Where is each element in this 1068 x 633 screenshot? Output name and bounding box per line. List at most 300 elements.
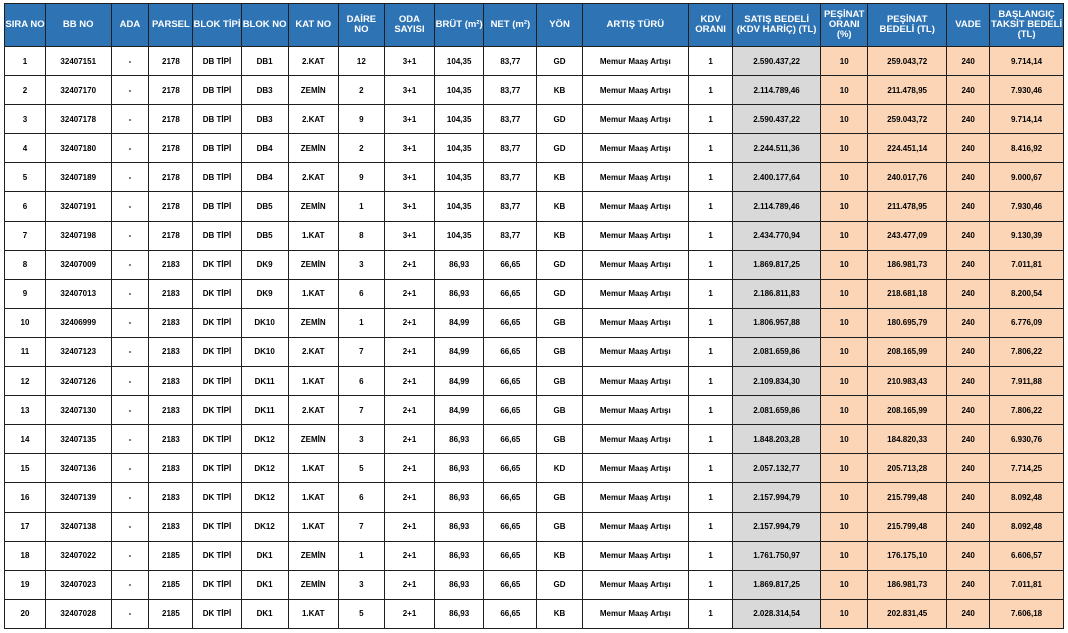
cell-satis: 1.761.750,97: [733, 541, 821, 570]
cell-brut: 86,93: [435, 279, 484, 308]
cell-net: 66,65: [484, 308, 537, 337]
cell-katno: ZEMİN: [288, 134, 338, 163]
cell-vade: 240: [947, 512, 990, 541]
cell-net: 66,65: [484, 483, 537, 512]
cell-net: 83,77: [484, 192, 537, 221]
cell-net: 66,65: [484, 599, 537, 628]
cell-oda: 2+1: [384, 454, 434, 483]
cell-daireno: 5: [338, 599, 384, 628]
cell-sira: 13: [5, 396, 46, 425]
cell-katno: 2.KAT: [288, 105, 338, 134]
cell-taksit: 6.930,76: [990, 425, 1064, 454]
cell-bloktipi: DK TİPİ: [193, 250, 241, 279]
table-row: [5, 105, 1064, 134]
cell-net: 83,77: [484, 134, 537, 163]
cell-daireno: 6: [338, 367, 384, 396]
cell-pesinatbedeli: 215.799,48: [868, 483, 947, 512]
cell-sira: 6: [5, 192, 46, 221]
cell-brut: 104,35: [435, 221, 484, 250]
cell-katno: ZEMİN: [288, 541, 338, 570]
cell-artis: Memur Maaş Artışı: [582, 163, 689, 192]
cell-bbno: 32407136: [45, 454, 111, 483]
cell-artis: Memur Maaş Artışı: [582, 105, 689, 134]
cell-katno: 2.KAT: [288, 396, 338, 425]
cell-yon: GD: [537, 250, 582, 279]
cell-bloktipi: DB TİPİ: [193, 221, 241, 250]
cell-bloktipi: DK TİPİ: [193, 367, 241, 396]
cell-pesinatbedeli: 205.713,28: [868, 454, 947, 483]
cell-yon: GD: [537, 134, 582, 163]
cell-bbno: 32407022: [45, 541, 111, 570]
cell-bloktipi: DK TİPİ: [193, 541, 241, 570]
cell-bbno: 32407191: [45, 192, 111, 221]
cell-pesinatorani: 10: [821, 134, 868, 163]
cell-sira: 7: [5, 221, 46, 250]
cell-vade: 240: [947, 250, 990, 279]
table-row: [5, 425, 1064, 454]
cell-kdv: 1: [689, 76, 733, 105]
cell-net: 66,65: [484, 337, 537, 366]
cell-kdv: 1: [689, 541, 733, 570]
cell-pesinatorani: 10: [821, 599, 868, 628]
cell-vade: 240: [947, 367, 990, 396]
cell-parsel: 2183: [149, 250, 193, 279]
cell-bloktipi: DB TİPİ: [193, 76, 241, 105]
cell-pesinatbedeli: 218.681,18: [868, 279, 947, 308]
cell-kdv: 1: [689, 425, 733, 454]
cell-bloktipi: DK TİPİ: [193, 425, 241, 454]
cell-oda: 2+1: [384, 367, 434, 396]
cell-vade: 240: [947, 483, 990, 512]
cell-brut: 104,35: [435, 134, 484, 163]
table-row: [5, 483, 1064, 512]
cell-yon: GD: [537, 105, 582, 134]
cell-daireno: 8: [338, 221, 384, 250]
cell-sira: 18: [5, 541, 46, 570]
cell-taksit: 9.000,67: [990, 163, 1064, 192]
cell-katno: ZEMİN: [288, 308, 338, 337]
cell-pesinatbedeli: 208.165,99: [868, 337, 947, 366]
cell-bloktipi: DK TİPİ: [193, 483, 241, 512]
cell-oda: 3+1: [384, 163, 434, 192]
cell-artis: Memur Maaş Artışı: [582, 221, 689, 250]
cell-oda: 3+1: [384, 192, 434, 221]
cell-taksit: 7.806,22: [990, 396, 1064, 425]
cell-parsel: 2183: [149, 308, 193, 337]
cell-satis: 2.590.437,22: [733, 105, 821, 134]
table-row: [5, 454, 1064, 483]
cell-net: 83,77: [484, 105, 537, 134]
cell-artis: Memur Maaş Artışı: [582, 454, 689, 483]
cell-bbno: 32407023: [45, 570, 111, 599]
cell-pesinatorani: 10: [821, 47, 868, 76]
cell-sira: 20: [5, 599, 46, 628]
housing-sale-table: [4, 3, 1064, 629]
cell-net: 66,65: [484, 367, 537, 396]
cell-daireno: 5: [338, 454, 384, 483]
cell-sira: 8: [5, 250, 46, 279]
cell-daireno: 9: [338, 105, 384, 134]
cell-yon: KB: [537, 599, 582, 628]
cell-artis: Memur Maaş Artışı: [582, 134, 689, 163]
cell-ada: -: [111, 279, 149, 308]
cell-bbno: 32407013: [45, 279, 111, 308]
cell-bbno: 32407130: [45, 396, 111, 425]
cell-yon: KB: [537, 163, 582, 192]
cell-sira: 16: [5, 483, 46, 512]
column-header-pesinatorani: PEŞİNAT ORANI (%): [821, 4, 868, 47]
cell-yon: GB: [537, 425, 582, 454]
cell-parsel: 2178: [149, 76, 193, 105]
cell-yon: GD: [537, 47, 582, 76]
cell-bloktipi: DK TİPİ: [193, 337, 241, 366]
cell-vade: 240: [947, 163, 990, 192]
cell-taksit: 7.911,88: [990, 367, 1064, 396]
cell-katno: 1.KAT: [288, 599, 338, 628]
cell-blokno: DK1: [241, 541, 288, 570]
cell-brut: 84,99: [435, 396, 484, 425]
cell-oda: 3+1: [384, 105, 434, 134]
cell-oda: 2+1: [384, 512, 434, 541]
cell-sira: 17: [5, 512, 46, 541]
cell-pesinatorani: 10: [821, 425, 868, 454]
cell-daireno: 1: [338, 192, 384, 221]
cell-katno: 1.KAT: [288, 279, 338, 308]
cell-kdv: 1: [689, 192, 733, 221]
cell-ada: -: [111, 308, 149, 337]
cell-oda: 2+1: [384, 599, 434, 628]
cell-oda: 3+1: [384, 47, 434, 76]
cell-blokno: DB3: [241, 76, 288, 105]
cell-oda: 2+1: [384, 425, 434, 454]
cell-parsel: 2178: [149, 192, 193, 221]
table-row: [5, 541, 1064, 570]
cell-parsel: 2183: [149, 425, 193, 454]
cell-daireno: 7: [338, 396, 384, 425]
column-header-bloktipi: BLOK TİPİ: [193, 4, 241, 47]
cell-parsel: 2178: [149, 221, 193, 250]
cell-pesinatbedeli: 184.820,33: [868, 425, 947, 454]
cell-bbno: 32407178: [45, 105, 111, 134]
cell-bbno: 32407009: [45, 250, 111, 279]
cell-kdv: 1: [689, 599, 733, 628]
cell-pesinatbedeli: 259.043,72: [868, 105, 947, 134]
cell-kdv: 1: [689, 250, 733, 279]
cell-yon: GB: [537, 512, 582, 541]
cell-blokno: DK1: [241, 599, 288, 628]
cell-daireno: 12: [338, 47, 384, 76]
cell-blokno: DB5: [241, 192, 288, 221]
cell-blokno: DB4: [241, 134, 288, 163]
cell-sira: 19: [5, 570, 46, 599]
cell-blokno: DB5: [241, 221, 288, 250]
cell-bloktipi: DK TİPİ: [193, 308, 241, 337]
cell-satis: 1.869.817,25: [733, 570, 821, 599]
cell-kdv: 1: [689, 337, 733, 366]
cell-net: 66,65: [484, 570, 537, 599]
cell-ada: -: [111, 454, 149, 483]
cell-pesinatorani: 10: [821, 483, 868, 512]
cell-net: 83,77: [484, 221, 537, 250]
column-header-artis: ARTIŞ TÜRÜ: [582, 4, 689, 47]
cell-ada: -: [111, 221, 149, 250]
cell-net: 66,65: [484, 541, 537, 570]
cell-vade: 240: [947, 570, 990, 599]
cell-daireno: 3: [338, 425, 384, 454]
cell-net: 66,65: [484, 396, 537, 425]
cell-satis: 2.057.132,77: [733, 454, 821, 483]
cell-ada: -: [111, 483, 149, 512]
cell-brut: 84,99: [435, 308, 484, 337]
cell-bbno: 32407189: [45, 163, 111, 192]
cell-brut: 104,35: [435, 105, 484, 134]
cell-kdv: 1: [689, 47, 733, 76]
cell-pesinatorani: 10: [821, 454, 868, 483]
cell-pesinatbedeli: 186.981,73: [868, 570, 947, 599]
cell-vade: 240: [947, 396, 990, 425]
cell-pesinatorani: 10: [821, 192, 868, 221]
cell-satis: 1.848.203,28: [733, 425, 821, 454]
cell-blokno: DK10: [241, 308, 288, 337]
table-row: [5, 279, 1064, 308]
cell-blokno: DB3: [241, 105, 288, 134]
cell-pesinatorani: 10: [821, 163, 868, 192]
cell-ada: -: [111, 163, 149, 192]
cell-bbno: 32407180: [45, 134, 111, 163]
cell-bloktipi: DK TİPİ: [193, 279, 241, 308]
cell-katno: ZEMİN: [288, 250, 338, 279]
table-row: [5, 76, 1064, 105]
cell-sira: 3: [5, 105, 46, 134]
cell-yon: KD: [537, 454, 582, 483]
cell-pesinatbedeli: 176.175,10: [868, 541, 947, 570]
cell-vade: 240: [947, 337, 990, 366]
cell-taksit: 7.011,81: [990, 250, 1064, 279]
cell-bloktipi: DB TİPİ: [193, 105, 241, 134]
cell-ada: -: [111, 570, 149, 599]
cell-sira: 2: [5, 76, 46, 105]
cell-daireno: 1: [338, 308, 384, 337]
cell-ada: -: [111, 425, 149, 454]
cell-taksit: 7.806,22: [990, 337, 1064, 366]
cell-net: 66,65: [484, 454, 537, 483]
cell-taksit: 7.011,81: [990, 570, 1064, 599]
cell-oda: 3+1: [384, 76, 434, 105]
cell-pesinatbedeli: 259.043,72: [868, 47, 947, 76]
table-row: [5, 337, 1064, 366]
cell-taksit: 8.092,48: [990, 512, 1064, 541]
cell-parsel: 2178: [149, 105, 193, 134]
cell-parsel: 2185: [149, 541, 193, 570]
column-header-taksit: BAŞLANGIÇ TAKSİT BEDELİ (TL): [990, 4, 1064, 47]
cell-kdv: 1: [689, 105, 733, 134]
cell-sira: 1: [5, 47, 46, 76]
cell-kdv: 1: [689, 221, 733, 250]
column-header-daireno: DAİRE NO: [338, 4, 384, 47]
column-header-pesinatbedeli: PEŞİNAT BEDELİ (TL): [868, 4, 947, 47]
cell-pesinatorani: 10: [821, 541, 868, 570]
cell-oda: 2+1: [384, 337, 434, 366]
cell-taksit: 8.200,54: [990, 279, 1064, 308]
cell-pesinatorani: 10: [821, 367, 868, 396]
cell-taksit: 7.930,46: [990, 76, 1064, 105]
cell-parsel: 2183: [149, 454, 193, 483]
cell-pesinatorani: 10: [821, 279, 868, 308]
cell-satis: 2.186.811,83: [733, 279, 821, 308]
cell-satis: 2.157.994,79: [733, 512, 821, 541]
cell-parsel: 2183: [149, 512, 193, 541]
cell-kdv: 1: [689, 570, 733, 599]
cell-satis: 2.114.789,46: [733, 76, 821, 105]
cell-yon: KB: [537, 541, 582, 570]
cell-ada: -: [111, 337, 149, 366]
cell-vade: 240: [947, 454, 990, 483]
cell-artis: Memur Maaş Artışı: [582, 192, 689, 221]
cell-vade: 240: [947, 279, 990, 308]
cell-daireno: 3: [338, 250, 384, 279]
cell-parsel: 2183: [149, 337, 193, 366]
cell-daireno: 7: [338, 512, 384, 541]
cell-brut: 86,93: [435, 512, 484, 541]
cell-bbno: 32407198: [45, 221, 111, 250]
cell-oda: 3+1: [384, 134, 434, 163]
cell-taksit: 7.930,46: [990, 192, 1064, 221]
cell-blokno: DK12: [241, 425, 288, 454]
cell-bbno: 32406999: [45, 308, 111, 337]
column-header-blokno: BLOK NO: [241, 4, 288, 47]
cell-pesinatorani: 10: [821, 337, 868, 366]
cell-pesinatbedeli: 240.017,76: [868, 163, 947, 192]
cell-taksit: 7.606,18: [990, 599, 1064, 628]
cell-yon: KB: [537, 221, 582, 250]
cell-vade: 240: [947, 105, 990, 134]
column-header-katno: KAT NO: [288, 4, 338, 47]
cell-pesinatbedeli: 224.451,14: [868, 134, 947, 163]
column-header-satis: SATIŞ BEDELİ (KDV HARİÇ) (TL): [733, 4, 821, 47]
cell-daireno: 3: [338, 570, 384, 599]
column-header-brut: BRÜT (m²): [435, 4, 484, 47]
cell-blokno: DK12: [241, 512, 288, 541]
cell-blokno: DB4: [241, 163, 288, 192]
table-row: [5, 47, 1064, 76]
cell-net: 83,77: [484, 76, 537, 105]
cell-bbno: 32407170: [45, 76, 111, 105]
table-row: [5, 512, 1064, 541]
cell-pesinatbedeli: 208.165,99: [868, 396, 947, 425]
cell-ada: -: [111, 541, 149, 570]
cell-brut: 104,35: [435, 47, 484, 76]
cell-bbno: 32407138: [45, 512, 111, 541]
cell-pesinatbedeli: 211.478,95: [868, 192, 947, 221]
column-header-kdv: KDV ORANI: [689, 4, 733, 47]
cell-artis: Memur Maaş Artışı: [582, 367, 689, 396]
cell-artis: Memur Maaş Artışı: [582, 483, 689, 512]
cell-oda: 2+1: [384, 483, 434, 512]
cell-bloktipi: DK TİPİ: [193, 512, 241, 541]
column-header-yon: YÖN: [537, 4, 582, 47]
cell-blokno: DK11: [241, 396, 288, 425]
cell-bbno: 32407151: [45, 47, 111, 76]
cell-pesinatbedeli: 202.831,45: [868, 599, 947, 628]
cell-kdv: 1: [689, 454, 733, 483]
table-row: [5, 250, 1064, 279]
cell-kdv: 1: [689, 367, 733, 396]
cell-ada: -: [111, 512, 149, 541]
cell-parsel: 2178: [149, 134, 193, 163]
cell-brut: 86,93: [435, 599, 484, 628]
cell-net: 83,77: [484, 47, 537, 76]
cell-sira: 11: [5, 337, 46, 366]
cell-taksit: 7.714,25: [990, 454, 1064, 483]
cell-net: 83,77: [484, 163, 537, 192]
cell-artis: Memur Maaş Artışı: [582, 76, 689, 105]
cell-pesinatorani: 10: [821, 570, 868, 599]
table-body: [5, 47, 1064, 629]
cell-brut: 104,35: [435, 76, 484, 105]
cell-katno: 1.KAT: [288, 221, 338, 250]
cell-artis: Memur Maaş Artışı: [582, 308, 689, 337]
column-header-vade: VADE: [947, 4, 990, 47]
cell-artis: Memur Maaş Artışı: [582, 396, 689, 425]
cell-parsel: 2178: [149, 47, 193, 76]
housing-sale-table-container: [4, 3, 1064, 629]
cell-artis: Memur Maaş Artışı: [582, 541, 689, 570]
column-header-bbno: BB NO: [45, 4, 111, 47]
cell-katno: 1.KAT: [288, 483, 338, 512]
cell-daireno: 1: [338, 541, 384, 570]
table-row: [5, 396, 1064, 425]
cell-parsel: 2183: [149, 367, 193, 396]
cell-sira: 4: [5, 134, 46, 163]
cell-pesinatbedeli: 210.983,43: [868, 367, 947, 396]
cell-yon: KB: [537, 76, 582, 105]
cell-pesinatbedeli: 180.695,79: [868, 308, 947, 337]
cell-bloktipi: DB TİPİ: [193, 47, 241, 76]
cell-parsel: 2178: [149, 163, 193, 192]
cell-bloktipi: DK TİPİ: [193, 599, 241, 628]
table-row: [5, 192, 1064, 221]
cell-bloktipi: DK TİPİ: [193, 570, 241, 599]
cell-yon: GD: [537, 279, 582, 308]
cell-bloktipi: DB TİPİ: [193, 163, 241, 192]
cell-artis: Memur Maaş Artışı: [582, 425, 689, 454]
cell-bbno: 32407123: [45, 337, 111, 366]
cell-katno: ZEMİN: [288, 425, 338, 454]
cell-oda: 2+1: [384, 396, 434, 425]
cell-sira: 12: [5, 367, 46, 396]
cell-brut: 86,93: [435, 541, 484, 570]
cell-satis: 2.244.511,36: [733, 134, 821, 163]
cell-blokno: DB1: [241, 47, 288, 76]
cell-yon: GB: [537, 308, 582, 337]
cell-ada: -: [111, 105, 149, 134]
cell-sira: 5: [5, 163, 46, 192]
column-header-parsel: PARSEL: [149, 4, 193, 47]
cell-artis: Memur Maaş Artışı: [582, 250, 689, 279]
cell-ada: -: [111, 76, 149, 105]
cell-pesinatbedeli: 211.478,95: [868, 76, 947, 105]
cell-artis: Memur Maaş Artışı: [582, 337, 689, 366]
cell-taksit: 6.606,57: [990, 541, 1064, 570]
cell-yon: GB: [537, 396, 582, 425]
cell-satis: 2.400.177,64: [733, 163, 821, 192]
cell-brut: 84,99: [435, 337, 484, 366]
cell-taksit: 6.776,09: [990, 308, 1064, 337]
cell-satis: 2.028.314,54: [733, 599, 821, 628]
cell-daireno: 6: [338, 483, 384, 512]
cell-pesinatorani: 10: [821, 250, 868, 279]
cell-kdv: 1: [689, 396, 733, 425]
